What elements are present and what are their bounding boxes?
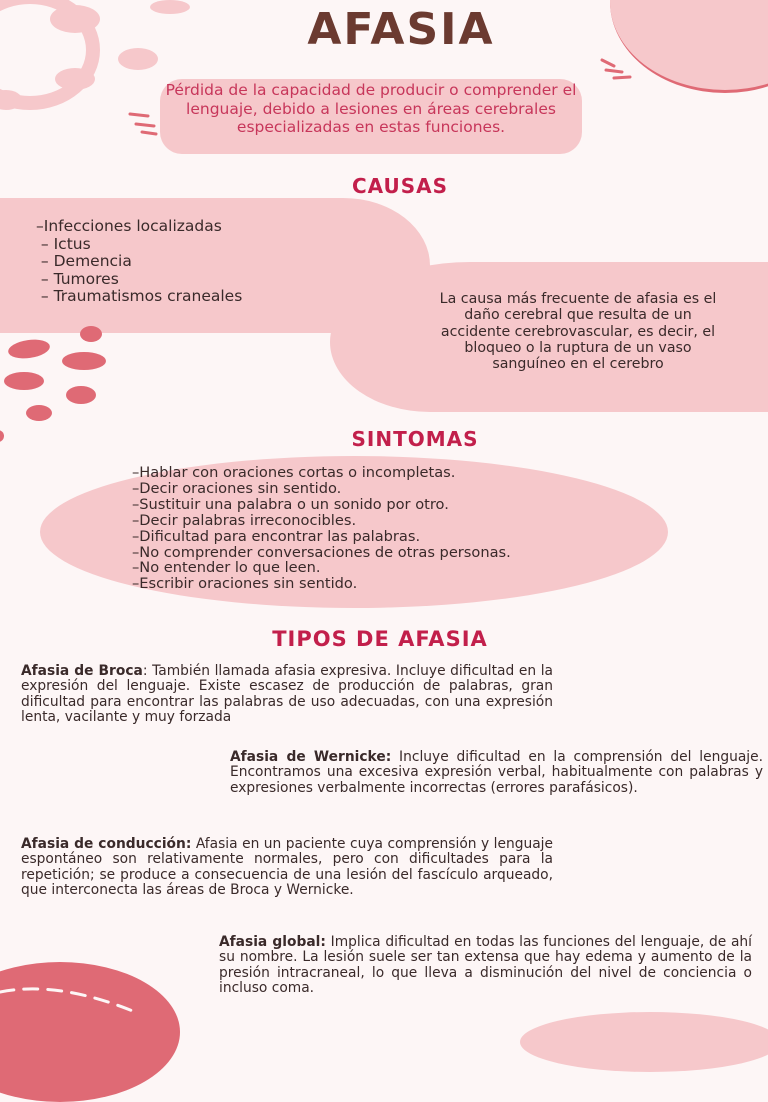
list-item: –Escribir oraciones sin sentido. (132, 575, 358, 593)
tipos-heading: TIPOS DE AFASIA (272, 627, 488, 651)
list-item: –Dificultad para encontrar las palabras. (132, 527, 421, 545)
list-item: –Decir palabras irreconocibles. (132, 511, 357, 529)
list-item: –Infecciones localizadas (36, 217, 222, 235)
decor-red-dot (62, 352, 106, 370)
type-description: Afasia en un paciente cuya comprensión y lenguaje espontáneo son relativamente normales, pero con dificultades para la repetición; se produce a consecuencia de una lesión del fascículo arqueado, que interconecta las áreas de Broca y Wernicke. (21, 836, 553, 899)
type-global-paragraph (219, 935, 752, 997)
type-conduccion-paragraph (21, 837, 553, 899)
decor-red-dot (0, 430, 4, 442)
list-item: –No entender lo que leen. (132, 559, 321, 577)
decor-red-dot (66, 386, 96, 404)
causas-list (36, 218, 242, 306)
decor-sparkle-right (600, 58, 636, 80)
type-name: Afasia de Wernicke: (230, 749, 392, 765)
page-title: AFASIA (307, 4, 495, 55)
definition-box: Pérdida de la capacidad de producir o comprender el lenguaje, debido a lesiones en áreas cerebrales especializadas en estas funciones. (160, 79, 582, 154)
decor-dot (55, 68, 95, 90)
type-name: Afasia de Broca (21, 663, 143, 679)
decor-red-dot (26, 405, 52, 421)
sintomas-list (132, 465, 511, 592)
decor-red-dot (80, 326, 102, 342)
list-item: – Traumatismos craneales (36, 287, 243, 306)
type-wernicke-paragraph (230, 750, 763, 796)
list-item: –Decir oraciones sin sentido. (132, 479, 342, 497)
type-description: Implica dificultad en todas las funciones del lenguaje, de ahí su nombre. La lesión suele ser tan extensa que hay edema y aumento de la presión intracraneal, lo que lleva a disminución del nivel de conciencia o incluso coma. (219, 934, 753, 997)
causas-heading: CAUSAS (351, 174, 449, 198)
list-item: –No comprender conversaciones de otras personas. (132, 543, 511, 561)
list-item: – Ictus (36, 234, 91, 253)
list-item: – Tumores (36, 269, 119, 288)
sintomas-heading: SINTOMAS (351, 427, 479, 451)
list-item: –Hablar con oraciones cortas o incompletas. (132, 464, 456, 481)
causas-note: La causa más frecuente de afasia es el daño cerebral que resulta de un accidente cerebrovascular, es decir, el bloqueo o la ruptura de un vaso sanguíneo en el cerebro (439, 291, 717, 373)
type-description: Incluye dificultad en la comprensión del lenguaje. Encontramos una excesiva expresión verbal, habitualmente con palabras y expresiones verbalmente incorrectas (errores parafásicos). (230, 749, 763, 796)
decor-bottom-left-dashes (0, 978, 150, 1024)
decor-bottom-right-blob (520, 1012, 768, 1072)
decor-red-dot (4, 372, 44, 390)
type-broca-paragraph (21, 664, 553, 726)
list-item: – Demencia (36, 252, 132, 271)
list-item: –Sustituir una palabra o un sonido por otro. (132, 495, 449, 513)
type-name: Afasia global: (219, 934, 326, 950)
type-name: Afasia de conducción: (21, 836, 192, 852)
decor-sparkle-left (128, 110, 158, 136)
type-description: : También llamada afasia expresiva. Incluye dificultad en la expresión del lenguaje. Existe escasez de producción de palabras, gran dificultad para encontrar las palabras de uso adecuadas, con una expresión lenta, vacilante y muy forzada (21, 663, 553, 726)
decor-red-dot (7, 337, 51, 361)
